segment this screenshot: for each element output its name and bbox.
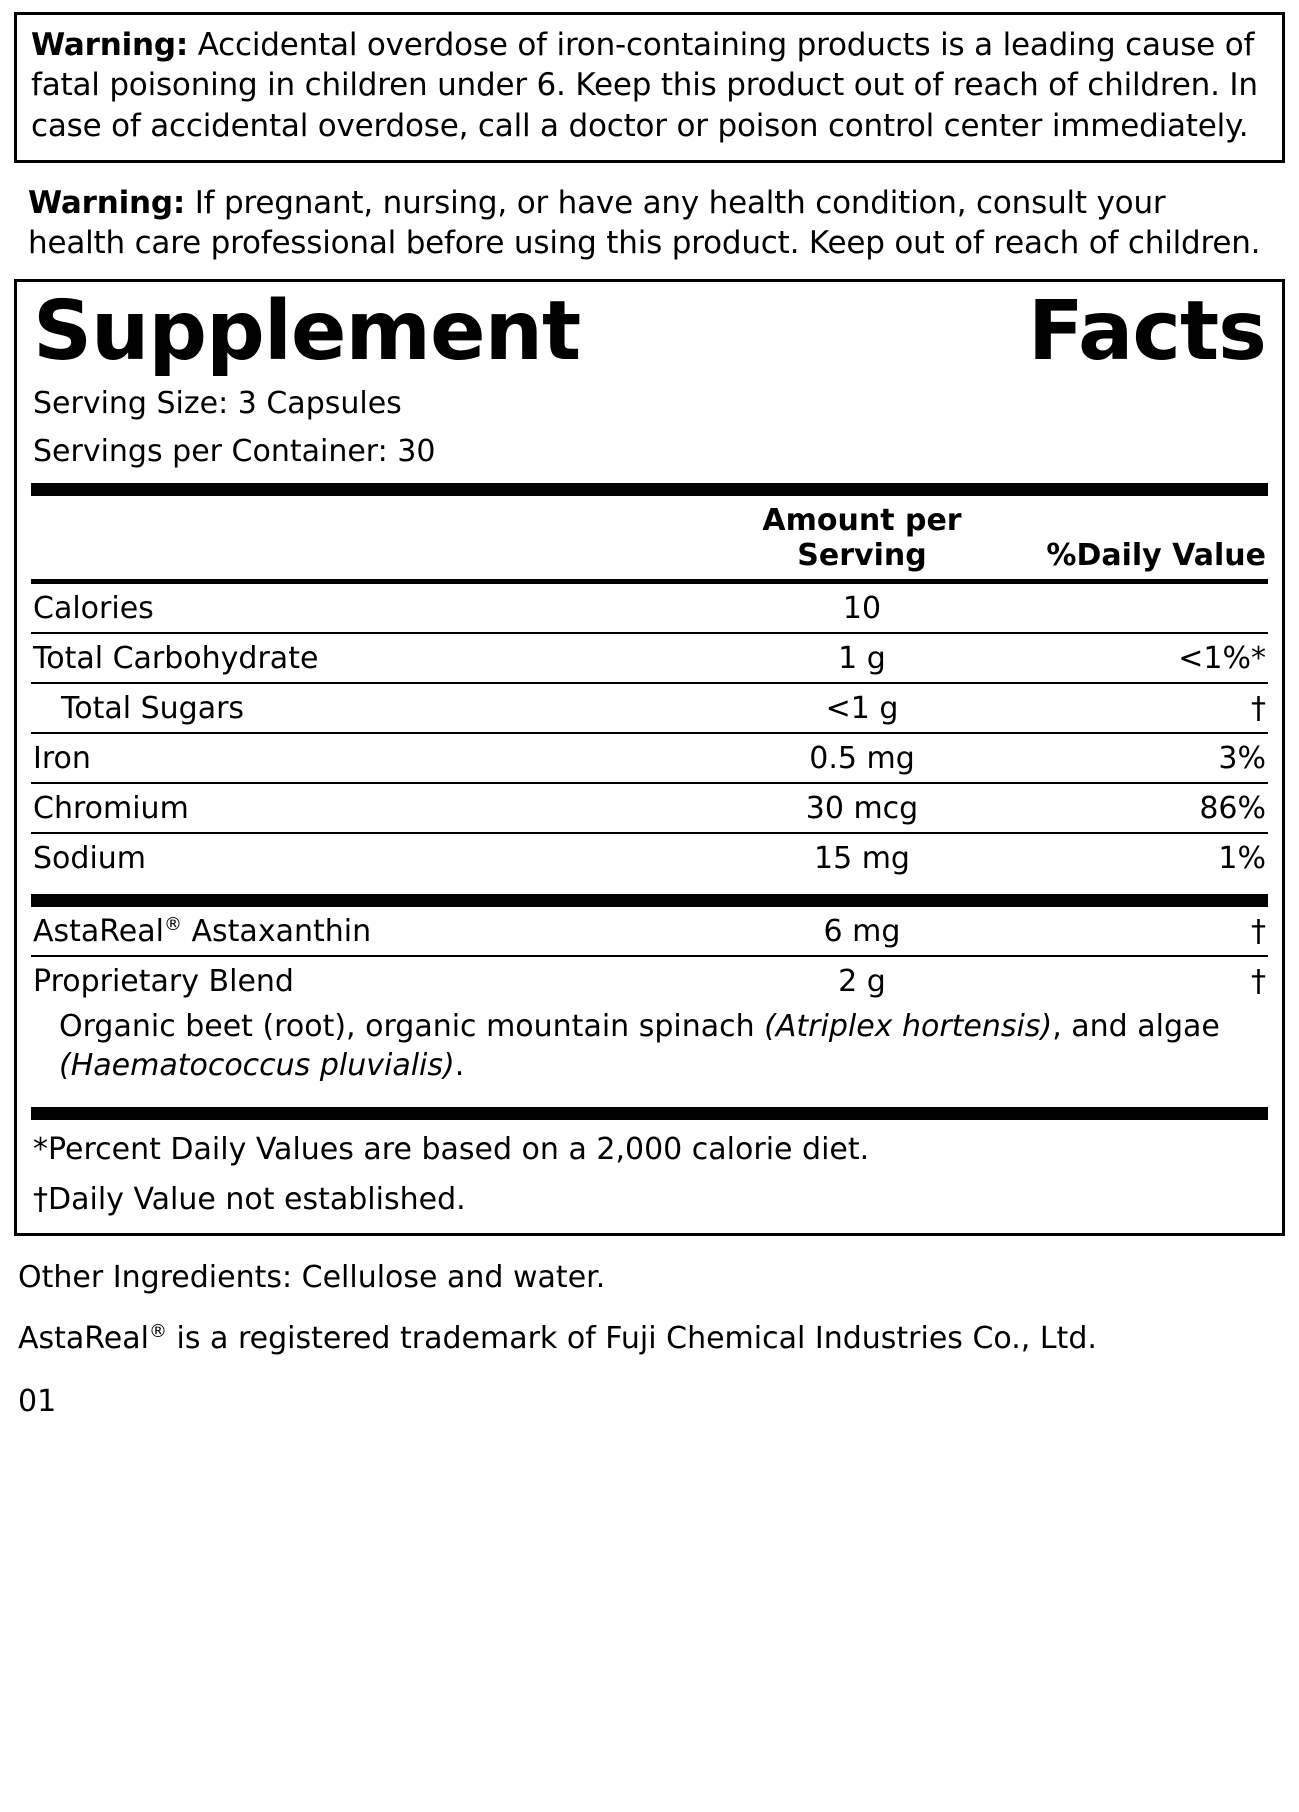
warning-box-iron: [14, 12, 1285, 163]
trademark-notice: AstaReal® is a registered trademark of Fuji Chemical Industries Co., Ltd.: [18, 1321, 1097, 1357]
row-amount: <1 g: [710, 683, 1014, 733]
revision-code: 01: [18, 1384, 57, 1420]
row-daily-value: †: [1014, 956, 1268, 1005]
warning-pregnancy-text: [28, 183, 1271, 264]
warning-iron-body: Accidental overdose of iron-containing products is a leading cause of fatal poisoning in children under 6. Keep this product out of reach of children. In case of accidental overdose, call a doctor or poison control center immediately.: [31, 27, 1258, 144]
row-name: Iron: [31, 733, 710, 783]
proprietary-blend-description: Organic beet (root), organic mountain spinach (Atriplex hortensis), and algae (Haematococcus pluvialis).: [59, 1009, 1220, 1084]
row-amount: 0.5 mg: [710, 733, 1014, 783]
row-amount: 6 mg: [823, 914, 901, 950]
divider-thick-bottom: [31, 1107, 1268, 1120]
row-daily-value: [1014, 584, 1268, 633]
header-blank: [31, 496, 710, 579]
supplement-label-page: [0, 12, 1299, 1812]
row-name: Calories: [33, 591, 154, 627]
warning-pregnancy-label: Warning:: [28, 184, 186, 221]
table-row: [31, 833, 1268, 882]
warning-iron-label: Warning:: [31, 27, 189, 63]
row-daily-value: †: [1251, 914, 1266, 950]
row-name: Proprietary Blend: [31, 956, 710, 1005]
divider-thick-middle: [31, 894, 1268, 907]
warning-block-pregnancy: [14, 177, 1285, 264]
nutrition-rows-secondary: [31, 907, 1268, 1005]
row-amount: 1 g: [710, 633, 1014, 683]
row-daily-value: 3%: [1014, 733, 1268, 783]
serving-size: Serving Size: 3 Capsules: [33, 386, 402, 422]
table-row: [31, 733, 1268, 783]
footnote-daily-values: *Percent Daily Values are based on a 2,000 calorie diet.: [33, 1132, 870, 1168]
row-daily-value: †: [1014, 683, 1268, 733]
supplement-facts-title: [31, 284, 1268, 380]
table-row: [31, 584, 1268, 633]
divider-thick-top: [31, 483, 1268, 496]
row-daily-value: <1%*: [1014, 633, 1268, 683]
table-row: [31, 783, 1268, 833]
row-amount: 2 g: [710, 956, 1014, 1005]
row-name: Chromium: [31, 783, 710, 833]
table-row: [31, 683, 1268, 733]
nutrition-rows: [31, 584, 1268, 882]
table-row: [31, 633, 1268, 683]
row-daily-value: 86%: [1014, 783, 1268, 833]
warning-iron-text: [31, 25, 1268, 146]
supplement-facts-panel: [14, 279, 1285, 1236]
row-name: AstaReal® Astaxanthin: [33, 914, 372, 950]
footnote-dv-not-established: †Daily Value not established.: [33, 1181, 466, 1217]
other-ingredients: Other Ingredients: Cellulose and water.: [18, 1260, 606, 1296]
row-name: Total Sugars: [31, 683, 710, 733]
row-name: Total Carbohydrate: [31, 633, 710, 683]
table-row: [31, 907, 1268, 956]
row-amount: 15 mg: [710, 833, 1014, 882]
table-row: [31, 956, 1268, 1005]
table-header-row: [31, 496, 1268, 579]
row-daily-value: 1%: [1014, 833, 1268, 882]
servings-per-container: Servings per Container: 30: [33, 433, 436, 469]
title-word-facts: Facts: [1027, 284, 1266, 380]
header-daily-value: %Daily Value: [1046, 538, 1266, 574]
title-word-supplement: Supplement: [33, 284, 581, 380]
row-amount: 10: [842, 591, 882, 627]
nutrition-table: [31, 496, 1268, 579]
row-amount: 30 mcg: [710, 783, 1014, 833]
header-amount-per-serving: Amount per Serving: [762, 503, 962, 574]
warning-pregnancy-body: If pregnant, nursing, or have any health condition, consult your health care professional before using this product. Keep out of reach of children.: [28, 184, 1261, 262]
row-name: Sodium: [31, 833, 710, 882]
